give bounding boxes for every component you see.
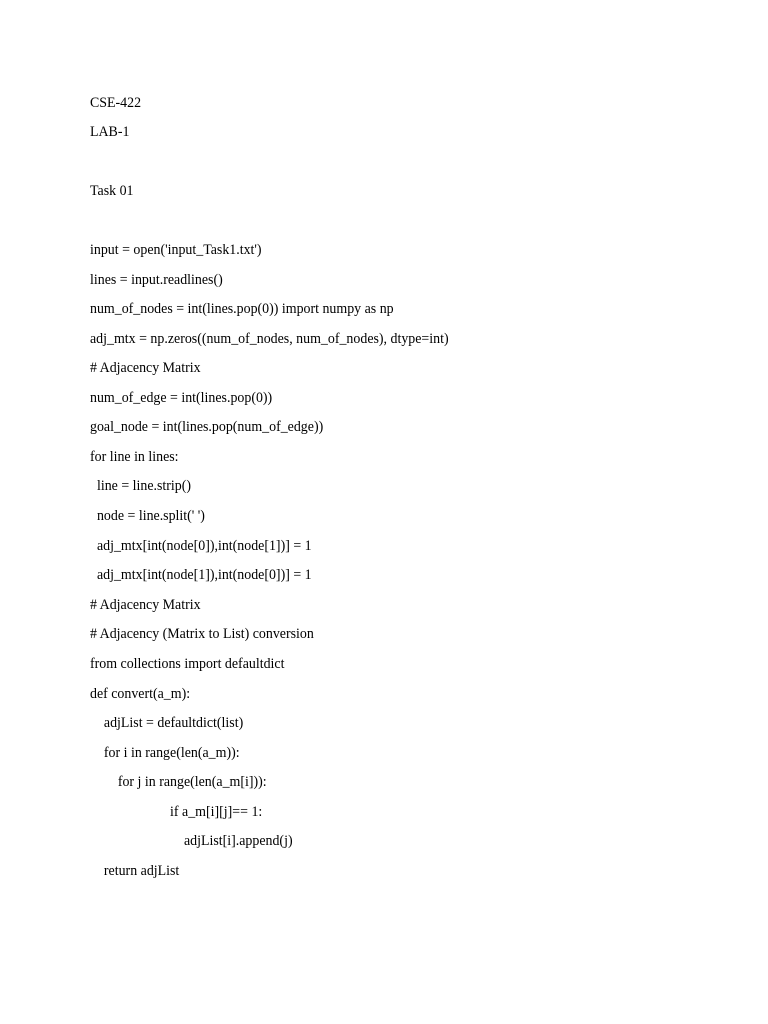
- code-line: adj_mtx[int(node[1]),int(node[0])] = 1: [90, 567, 312, 583]
- code-line: num_of_nodes = int(lines.pop(0)) import numpy as np: [90, 301, 394, 317]
- course-code: CSE-422: [90, 95, 142, 111]
- code-line: for j in range(len(a_m[i])):: [90, 774, 267, 790]
- code-line: lines = input.readlines(): [90, 272, 223, 288]
- code-line: num_of_edge = int(lines.pop(0)): [90, 390, 273, 406]
- code-comment: # Adjacency Matrix: [90, 597, 201, 613]
- code-comment: # Adjacency (Matrix to List) conversion: [90, 626, 314, 642]
- code-line: input = open('input_Task1.txt'): [90, 242, 262, 258]
- code-line: adjList = defaultdict(list): [90, 715, 244, 731]
- task-heading: Task 01: [90, 183, 134, 199]
- code-line: for i in range(len(a_m)):: [90, 745, 240, 761]
- code-line: node = line.split(' '): [90, 508, 205, 524]
- code-line: adjList[i].append(j): [90, 833, 293, 849]
- code-line: adj_mtx[int(node[0]),int(node[1])] = 1: [90, 538, 312, 554]
- code-line: return adjList: [90, 863, 180, 879]
- code-line: from collections import defaultdict: [90, 656, 285, 672]
- code-line: if a_m[i][j]== 1:: [90, 804, 263, 820]
- code-line: adj_mtx = np.zeros((num_of_nodes, num_of_nodes), dtype=int): [90, 331, 449, 347]
- code-line: line = line.strip(): [90, 478, 192, 494]
- code-comment: # Adjacency Matrix: [90, 360, 201, 376]
- code-line: goal_node = int(lines.pop(num_of_edge)): [90, 419, 324, 435]
- lab-label: LAB-1: [90, 124, 130, 140]
- code-line: def convert(a_m):: [90, 686, 191, 702]
- code-line: for line in lines:: [90, 449, 179, 465]
